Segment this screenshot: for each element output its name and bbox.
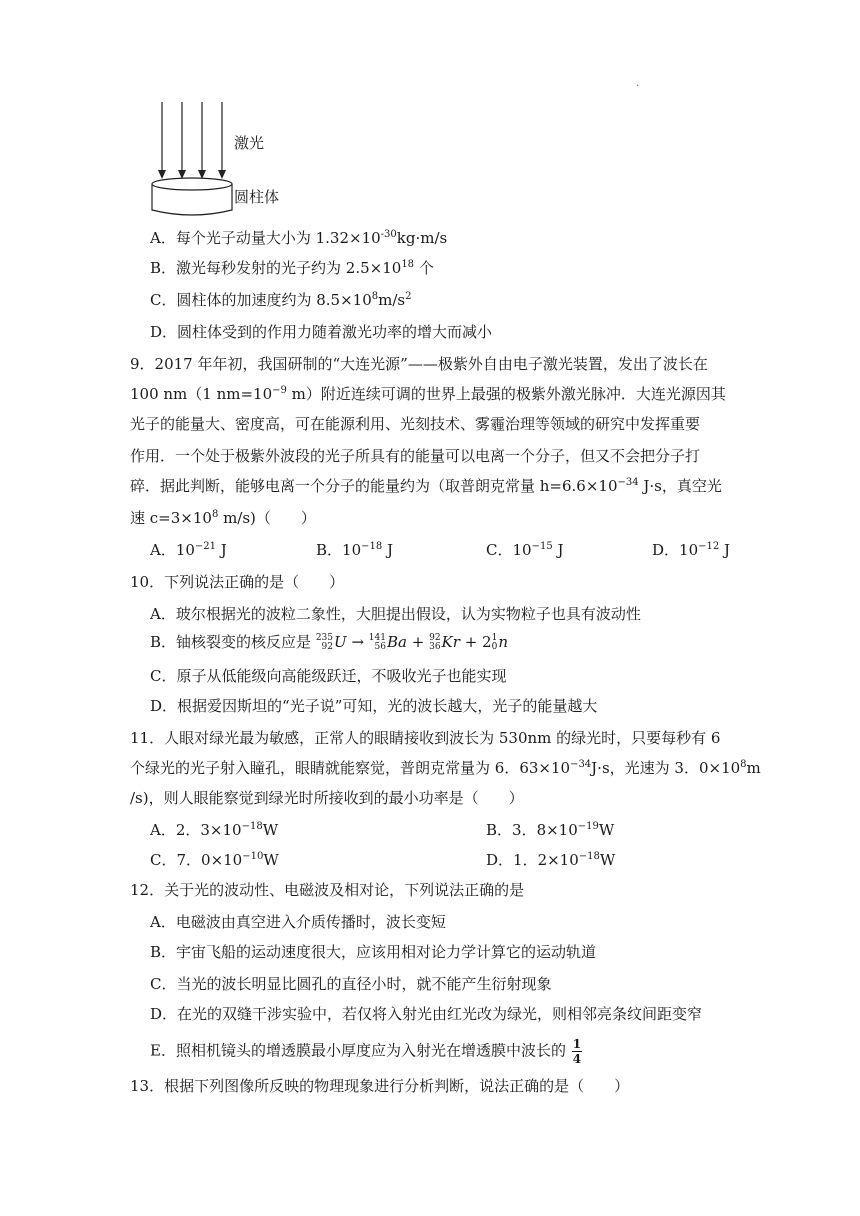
- q10-option-d: D．根据爱因斯坦的“光子说”可知，光的波长越大，光子的能量越大: [150, 697, 598, 715]
- q12-option-e: E．照相机镜头的增透膜最小厚度应为入射光在增透膜中波长的 $\frac{1}{4}$: [150, 1037, 582, 1066]
- q9-option-c: C．$10^{-15}$ J: [486, 541, 564, 559]
- fraction-one-quarter: $\frac{1}{4}$: [572, 1037, 582, 1066]
- q12-option-c: C．当光的波长明显比圆孔的直径小时，就不能产生衍射现象: [150, 975, 552, 993]
- q8-option-c: C．圆柱体的加速度约为 $8.5\times 10^8m/s^2$: [150, 291, 412, 309]
- q10-stem: 10．下列说法正确的是（ ）: [130, 573, 345, 591]
- q11-option-a: A．2．$3\times 10^{-18}W$: [150, 821, 279, 839]
- q11-line-1: 11．人眼对绿光最为敏感，正常人的眼睛接收到波长为 530nm 的绿光时，只要每秒有 6: [130, 729, 721, 747]
- q11-line-2: 个绿光的光子射入瞳孔，眼睛就能察觉，普朗克常量为 6．$63\times 10^{-34}J\cdot s$，光速为 3．$0\times 10^8m$: [130, 759, 761, 777]
- q12-option-a: A．电磁波由真空进入介质传播时，波长变短: [150, 913, 446, 931]
- q10-option-b: B．铀核裂变的核反应是 235 92 U → 141 56 Ba + 92 36 Kr + 2 1 0 n: [150, 633, 509, 652]
- cylinder-shape: [152, 178, 232, 215]
- nuclide-u: 235 92: [315, 633, 333, 652]
- q9-line-6: 速 $c=3\times 10^8$ m/s)（ ）: [130, 509, 316, 527]
- q9-line-3: 光子的能量大、密度高，可在能源利用、光刻技术、雾霾治理等领域的研究中发挥重要: [130, 415, 701, 433]
- q9-line-4: 作用．一个处于极紫外波段的光子所具有的能量可以电离一个分子，但又不会把分子打: [130, 447, 701, 465]
- q9-option-b: B．$10^{-18}$ J: [316, 541, 394, 559]
- laser-arrow-4: [218, 170, 226, 179]
- q12-stem: 12．关于光的波动性、电磁波及相对论，下列说法正确的是: [130, 881, 525, 899]
- figure-label-cylinder: 圆柱体: [234, 188, 280, 206]
- q11-option-b: B．3．$8\times 10^{-19}W$: [486, 821, 615, 839]
- q9-line-1: 9．2017 年年初，我国研制的“大连光源”——极紫外自由电子激光装置，发出了波长在: [130, 355, 708, 373]
- q9-option-d: D．$10^{-12}$ J: [652, 541, 731, 559]
- q13-stem: 13．根据下列图像所反映的物理现象进行分析判断，说法正确的是（ ）: [130, 1077, 630, 1095]
- figure-label-laser: 激光: [234, 134, 265, 152]
- nuclide-kr: 92 36: [429, 633, 441, 652]
- q12-option-d: D．在光的双缝干涉实验中，若仅将入射光由红光改为绿光，则相邻亮条纹间距变窄: [150, 1005, 703, 1023]
- q8-option-d: D．圆柱体受到的作用力随着激光功率的增大而减小: [150, 323, 493, 341]
- q11-option-c: C．7．$0\times 10^{-10}W$: [150, 851, 279, 869]
- laser-cylinder-figure: [148, 100, 298, 220]
- q10-option-c: C．原子从低能级向高能级跃迁，不吸收光子也能实现: [150, 667, 507, 685]
- q8-option-b: B．激光每秒发射的光子约为 $2.5\times 10^{18}$ 个: [150, 259, 434, 277]
- q10-option-a: A．玻尔根据光的波粒二象性，大胆提出假设，认为实物粒子也具有波动性: [150, 605, 641, 623]
- laser-arrow-1: [158, 170, 166, 179]
- header-dot: .: [636, 78, 640, 89]
- q12-option-b: B．宇宙飞船的运动速度很大，应该用相对论力学计算它的运动轨道: [150, 943, 597, 961]
- q9-option-a: A．$10^{-21}$ J: [150, 541, 227, 559]
- nuclide-ba: 141 56: [368, 633, 386, 652]
- q11-option-d: D．1．$2\times 10^{-18}W$: [486, 851, 616, 869]
- q9-line-2: 100 nm（1 $nm=10^{-9}$ m）附近连续可调的世界上最强的极紫外激光脉冲．大连光源因其: [130, 385, 726, 403]
- q9-line-5: 碎．据此判断，能够电离一个分子的能量约为（取普朗克常量 $h=6.6\times 10^{-34}$ J·s，真空光: [130, 477, 722, 495]
- q8-option-a: A．每个光子动量大小为 $1.32\times 10^{-30}kg\cdot m/s$: [150, 229, 448, 247]
- nuclide-n: 1 0: [491, 633, 498, 652]
- q11-line-3: /s)，则人眼能察觉到绿光时所接收到的最小功率是（ ）: [130, 789, 524, 807]
